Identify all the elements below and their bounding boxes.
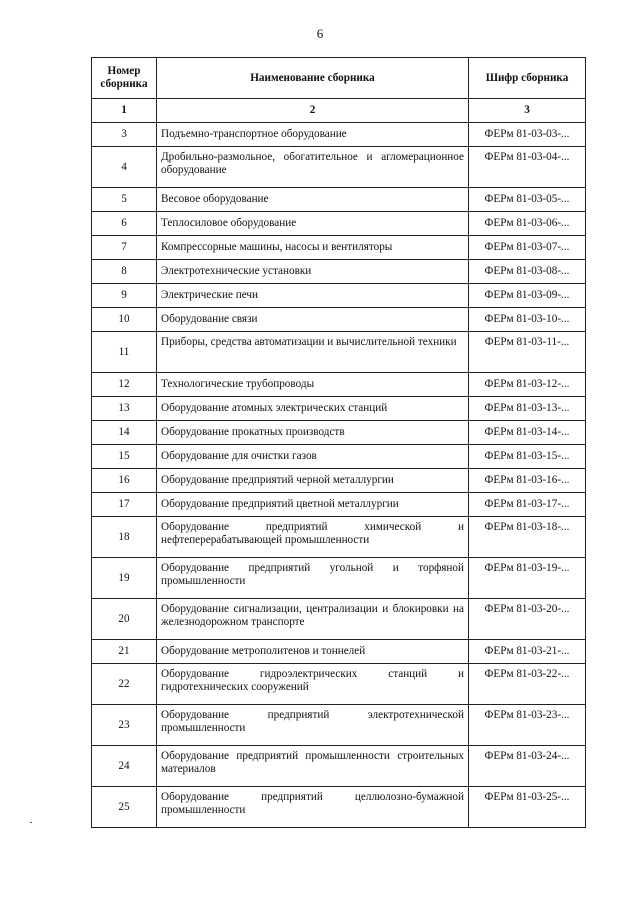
row-number: 24 <box>92 746 157 787</box>
row-number: 4 <box>92 147 157 188</box>
row-name: Оборудование метрополитенов и тоннелей <box>157 640 469 664</box>
table-row <box>92 746 586 787</box>
table-row <box>92 599 586 640</box>
row-number: 22 <box>92 664 157 705</box>
table-row <box>92 493 586 517</box>
column-index: 1 <box>92 99 157 123</box>
table-row <box>92 705 586 746</box>
row-code: ФЕРм 81-03-10-... <box>469 308 586 332</box>
row-name: Технологические трубопроводы <box>157 373 469 397</box>
row-name: Оборудование предприятий угольной и торфяной промышленности <box>157 558 469 599</box>
row-name: Оборудование предприятий химической и нефтеперерабатывающей промышленности <box>157 517 469 558</box>
row-number: 6 <box>92 212 157 236</box>
row-code: ФЕРм 81-03-21-... <box>469 640 586 664</box>
row-code: ФЕРм 81-03-24-... <box>469 746 586 787</box>
header-number: Номер сборника <box>92 58 157 99</box>
row-code: ФЕРм 81-03-08-... <box>469 260 586 284</box>
row-name: Оборудование атомных электрических станций <box>157 397 469 421</box>
row-code: ФЕРм 81-03-06-... <box>469 212 586 236</box>
table-row <box>92 640 586 664</box>
scan-mark <box>30 822 32 823</box>
row-number: 15 <box>92 445 157 469</box>
row-code: ФЕРм 81-03-03-... <box>469 123 586 147</box>
row-number: 25 <box>92 787 157 828</box>
row-number: 19 <box>92 558 157 599</box>
column-index: 2 <box>157 99 469 123</box>
row-number: 18 <box>92 517 157 558</box>
table-row <box>92 332 586 373</box>
table-row <box>92 123 586 147</box>
table-row <box>92 373 586 397</box>
table-row <box>92 260 586 284</box>
row-name: Электрические печи <box>157 284 469 308</box>
row-code: ФЕРм 81-03-09-... <box>469 284 586 308</box>
table-row <box>92 397 586 421</box>
row-code: ФЕРм 81-03-20-... <box>469 599 586 640</box>
row-code: ФЕРм 81-03-04-... <box>469 147 586 188</box>
table-row <box>92 517 586 558</box>
row-code: ФЕРм 81-03-12-... <box>469 373 586 397</box>
row-name: Оборудование связи <box>157 308 469 332</box>
table-row <box>92 664 586 705</box>
row-code: ФЕРм 81-03-16-... <box>469 469 586 493</box>
row-name: Подъемно-транспортное оборудование <box>157 123 469 147</box>
row-code: ФЕРм 81-03-11-... <box>469 332 586 373</box>
table-row <box>92 212 586 236</box>
row-code: ФЕРм 81-03-25-... <box>469 787 586 828</box>
header-code: Шифр сборника <box>469 58 586 99</box>
row-name: Компрессорные машины, насосы и вентиляторы <box>157 236 469 260</box>
row-number: 21 <box>92 640 157 664</box>
row-name: Оборудование предприятий электротехнической промышленности <box>157 705 469 746</box>
row-number: 8 <box>92 260 157 284</box>
table-row <box>92 787 586 828</box>
row-name: Оборудование предприятий целлюлозно-бумажной промышленности <box>157 787 469 828</box>
row-number: 12 <box>92 373 157 397</box>
row-name: Теплосиловое оборудование <box>157 212 469 236</box>
row-number: 5 <box>92 188 157 212</box>
row-number: 20 <box>92 599 157 640</box>
row-name: Оборудование сигнализации, централизации и блокировки на железнодорожном транспорте <box>157 599 469 640</box>
row-number: 17 <box>92 493 157 517</box>
row-name: Весовое оборудование <box>157 188 469 212</box>
table-header-row <box>92 58 586 99</box>
row-code: ФЕРм 81-03-23-... <box>469 705 586 746</box>
row-name: Приборы, средства автоматизации и вычислительной техники <box>157 332 469 373</box>
row-code: ФЕРм 81-03-05-... <box>469 188 586 212</box>
table-row <box>92 284 586 308</box>
row-code: ФЕРм 81-03-14-... <box>469 421 586 445</box>
column-index-row <box>92 99 586 123</box>
row-number: 13 <box>92 397 157 421</box>
header-name: Наименование сборника <box>157 58 469 99</box>
row-name: Электротехнические установки <box>157 260 469 284</box>
row-number: 3 <box>92 123 157 147</box>
row-number: 7 <box>92 236 157 260</box>
table-row <box>92 236 586 260</box>
row-name: Оборудование для очистки газов <box>157 445 469 469</box>
row-code: ФЕРм 81-03-15-... <box>469 445 586 469</box>
table-row <box>92 308 586 332</box>
row-code: ФЕРм 81-03-17-... <box>469 493 586 517</box>
row-number: 9 <box>92 284 157 308</box>
table-row <box>92 147 586 188</box>
row-number: 23 <box>92 705 157 746</box>
row-number: 16 <box>92 469 157 493</box>
row-name: Оборудование гидроэлектрических станций и гидротехнических сооружений <box>157 664 469 705</box>
row-name: Оборудование предприятий промышленности строительных материалов <box>157 746 469 787</box>
row-number: 14 <box>92 421 157 445</box>
row-code: ФЕРм 81-03-19-... <box>469 558 586 599</box>
row-code: ФЕРм 81-03-18-... <box>469 517 586 558</box>
row-name: Оборудование предприятий цветной металлургии <box>157 493 469 517</box>
row-code: ФЕРм 81-03-13-... <box>469 397 586 421</box>
row-code: ФЕРм 81-03-07-... <box>469 236 586 260</box>
row-code: ФЕРм 81-03-22-... <box>469 664 586 705</box>
table-row <box>92 558 586 599</box>
row-number: 11 <box>92 332 157 373</box>
table-row <box>92 469 586 493</box>
row-name: Оборудование прокатных производств <box>157 421 469 445</box>
table-row <box>92 445 586 469</box>
table-row <box>92 188 586 212</box>
row-name: Дробильно-размольное, обогатительное и агломерационное оборудование <box>157 147 469 188</box>
page-number: 6 <box>316 26 324 41</box>
collections-table <box>91 57 586 828</box>
row-number: 10 <box>92 308 157 332</box>
column-index: 3 <box>469 99 586 123</box>
table-row <box>92 421 586 445</box>
row-name: Оборудование предприятий черной металлургии <box>157 469 469 493</box>
